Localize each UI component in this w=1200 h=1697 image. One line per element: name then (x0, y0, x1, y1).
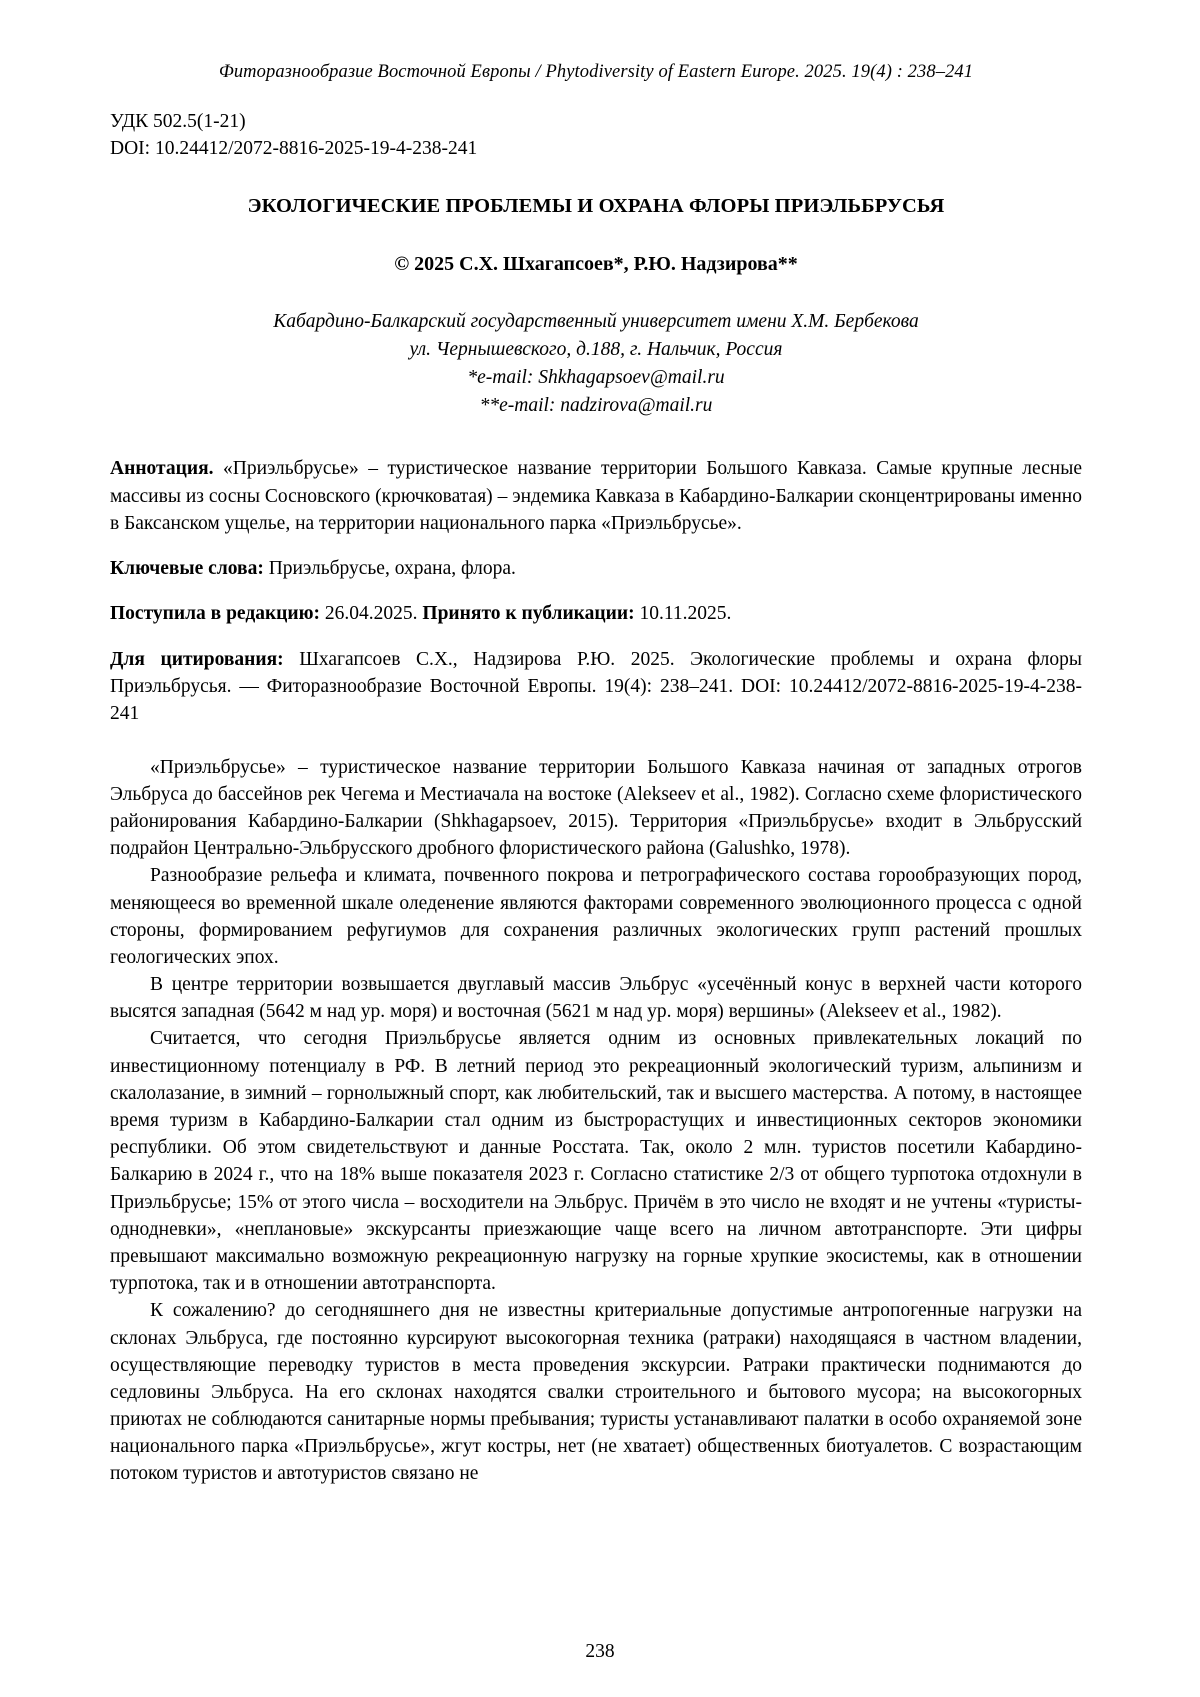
keywords-label: Ключевые слова: (110, 558, 264, 580)
abstract-label: Аннотация. (110, 458, 214, 480)
page-number: 238 (585, 1641, 615, 1662)
citation-label: Для цитирования: (110, 648, 284, 670)
identifiers-block (110, 109, 1082, 163)
page-title: ЭКОЛОГИЧЕСКИЕ ПРОБЛЕМЫ И ОХРАНА ФЛОРЫ ПРИЭЛЬБРУСЬЯ (247, 194, 945, 217)
body-paragraph: К сожалению? до сегодняшнего дня не известны критериальные допустимые антропогенные нагрузки на склонах Эльбруса, где постоянно курсируют высокогорная техника (ратраки) находящаяся в частном владении, осуществляющие переводку туристов в места проведения экскурсии. Ратраки практически поднимаются до седловины Эльбруса. На его склонах находятся свалки строительного и бытового мусора; на высокогорных приютах не соблюдаются санитарные нормы пребывания; туристы устанавливают палатки в особо охраняемой зоне национального парка «Приэльбрусье», жгут костры, нет (не хватает) общественных биотуалетов. С возрастающим потоком туристов и автотуристов связано не (110, 1300, 1082, 1485)
dates-paragraph (110, 600, 1082, 627)
affiliation-institution: Кабардино-Балкарский государственный университет имени Х.М. Бербекова (273, 311, 919, 333)
received-label: Поступила в редакцию: (110, 603, 321, 625)
keywords-text: Приэльбрусье, охрана, флора. (263, 558, 516, 580)
keywords-paragraph (110, 555, 1082, 582)
author-email-2: **e-mail: nadzirova@mail.ru (479, 394, 713, 416)
citation-text: Шхагапсоев С.Х., Надзирова Р.Ю. 2025. Экологические проблемы и охрана флоры Приэльбрусья. — Фиторазнообразие Восточной Европы. 19(4): 238–241. DOI: 10.24412/2072-8816-2025-19-4-238-241 (110, 648, 1082, 725)
accepted-value: 10.11.2025. (634, 603, 732, 625)
article-body (110, 754, 1082, 1488)
affiliation-address: ул. Чернышевского, д.188, г. Нальчик, Россия (409, 339, 783, 361)
received-value: 26.04.2025. (320, 603, 423, 625)
abstract-section (110, 455, 1082, 727)
udc-line: УДК 502.5(1-21) (110, 111, 246, 132)
citation-paragraph (110, 646, 1082, 728)
body-paragraph: Разнообразие рельефа и климата, почвенного покрова и петрографического состава горообразующих пород, меняющееся во временной шкале оледенение являются факторами современного эволюционного процесса с одной стороны, формированием рефугиумов для сохранения различных экологических групп растений прошлых геологических эпох. (110, 865, 1082, 968)
abstract-paragraph (110, 455, 1082, 537)
affiliation-block (110, 308, 1082, 419)
author-email-1: *e-mail: Shkhagapsoev@mail.ru (467, 366, 725, 388)
authors-line: © 2025 С.Х. Шхагапсоев*, Р.Ю. Надзирова** (394, 253, 798, 276)
body-paragraph: Считается, что сегодня Приэльбрусье является одним из основных привлекательных локаций по инвестиционному потенциалу в РФ. В летний период это рекреационный экологический туризм, альпинизм и скалолазание, в зимний – горнолыжный спорт, как любительский, так и высшего мастерства. А потому, в настоящее время туризм в Кабардино-Балкарии стал одним из быстрорастущих и инвестиционных секторов экономики республики. Об этом свидетельствуют и данные Росстата. Так, около 2 млн. туристов посетили Кабардино-Балкарию в 2024 г., что на 18% выше показателя 2023 г. Согласно статистике 2/3 от общего турпотока отдохнули в Приэльбрусье; 15% от этого числа – восходители на Эльбрус. Причём в это число не входят и не учтены «туристы-однодневки», «неплановые» экскурсанты приезжающие чаще всего на личном автотранспорте. Эти цифры превышают максимально возможную рекреационную нагрузку на горные хрупкие экосистемы, как в отношении турпотока, так и в отношении автотранспорта. (110, 1028, 1082, 1295)
accepted-label: Принято к публикации: (422, 603, 635, 625)
abstract-text: «Приэльбрусье» – туристическое название территории Большого Кавказа. Самые крупные лесные массивы из сосны Сосновского (крючковатая) – эндемика Кавказа в Кабардино-Балкарии сконцентрированы именно в Баксанском ущелье, на территории национального парка «Приэльбрусье». (110, 458, 1082, 534)
body-paragraph: В центре территории возвышается двуглавый массив Эльбрус «усечённый конус в верхней части которого высятся западная (5642 м над ур. моря) и восточная (5621 м над ур. моря) вершины» (Alekseev et al., 1982). (110, 974, 1082, 1023)
body-paragraph: «Приэльбрусье» – туристическое название территории Большого Кавказа начиная от западных отрогов Эльбруса до бассейнов рек Чегема и Местиачала на востоке (Alekseev et al., 1982). Согласно схеме флористического районирования Кабардино-Балкарии (Shkhagapsoev, 2015). Территория «Приэльбрусье» входит в Эльбрусский подрайон Центрально-Эльбрусского дробного флористического района (Galushko, 1978). (110, 756, 1082, 860)
doi-line: DOI: 10.24412/2072-8816-2025-19-4-238-241 (110, 137, 478, 159)
running-head: Фиторазнообразие Восточной Европы / Phytodiversity of Eastern Europe. 2025. 19(4) : 238–241 (218, 62, 974, 82)
